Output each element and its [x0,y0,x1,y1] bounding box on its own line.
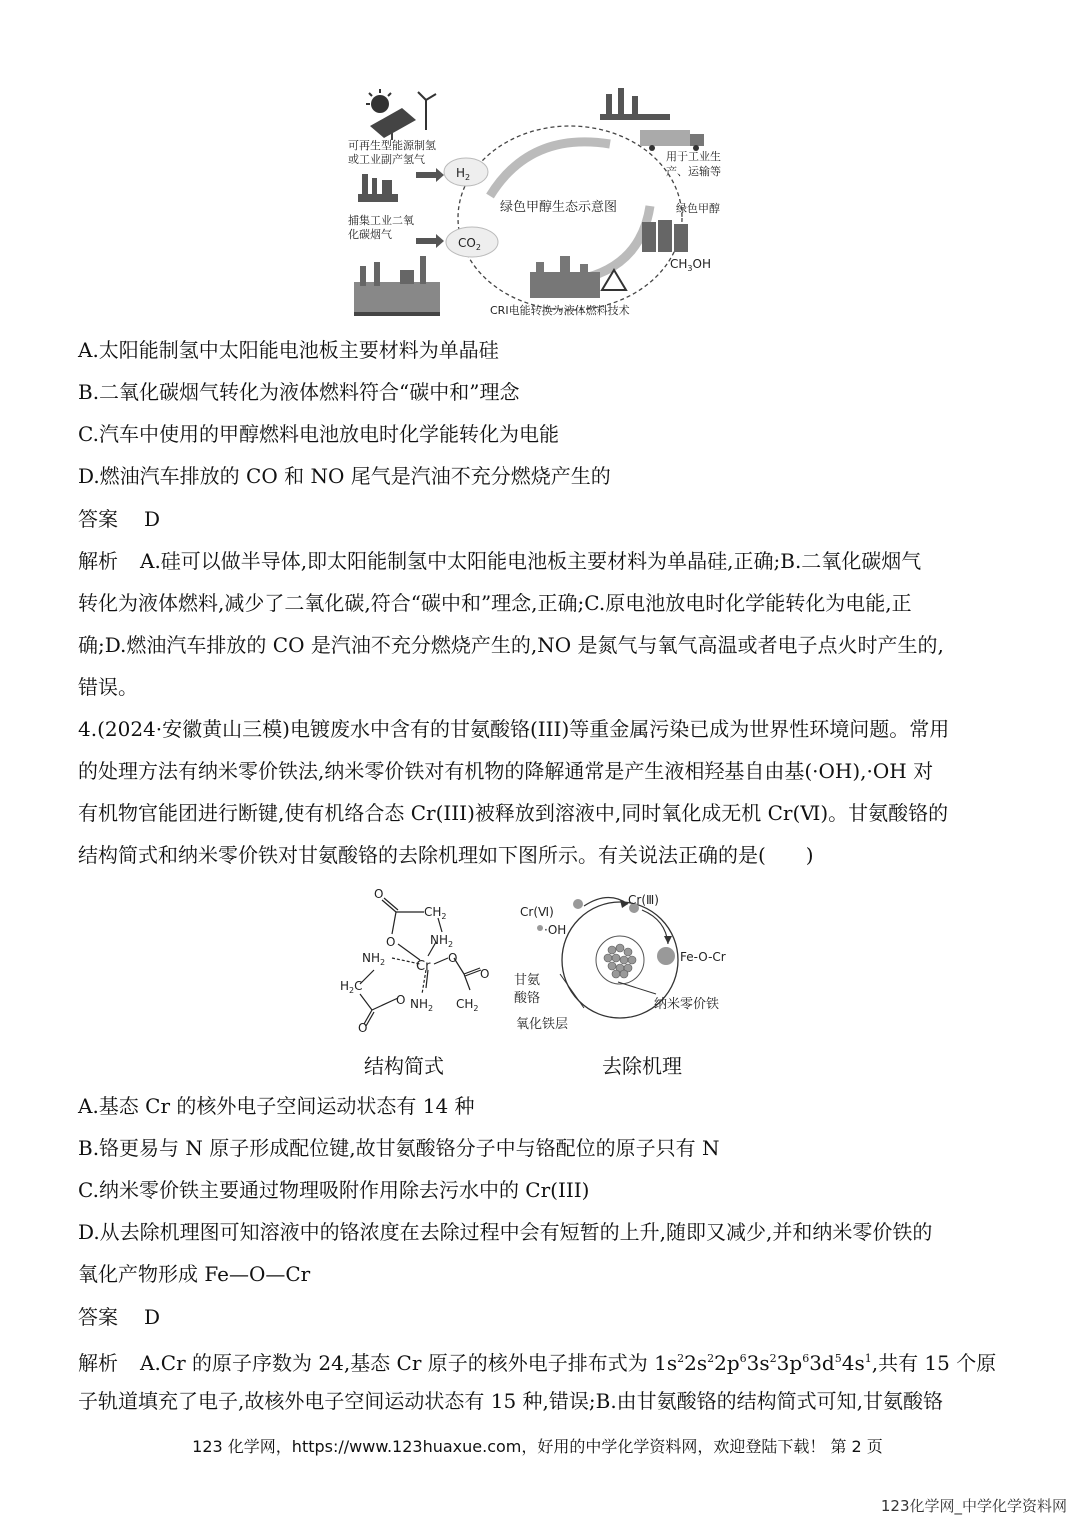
analysis-label: 解析 [78,1351,118,1375]
svg-text:O: O [480,967,490,981]
orbital-exponent: 5 [834,1352,842,1365]
nano-iron-core [604,944,636,978]
factory-icon [358,174,398,202]
q4-option-d-cont: 氧化产物形成 Fe—O—Cr [78,1262,311,1286]
cycle-arrow [490,142,610,196]
industrial-plant-icon [354,256,440,316]
watermark: 123化学网_中学化学资料网 [880,1497,1067,1515]
q4-stem-line: 有机物官能团进行断键,使有机络合态 Cr(III)被释放到溶液中,同时氧化成无机 Cr(Ⅵ)。甘氨酸铬的 [78,801,949,825]
q3-option-b: B.二氧化碳烟气转化为液体燃料符合“碳中和”理念 [78,380,520,404]
orbital-exponent: 2 [677,1352,685,1365]
q4-stem-line: 的处理方法有纳米零价铁法,纳米零价铁对有机物的降解通常是产生液相羟基自由基(·OH),·OH 对 [78,759,934,783]
glycine-chromium-structure [330,886,500,1036]
cri-plant-icon [530,256,600,298]
orbital-exponent: 1 [864,1352,872,1365]
nh2-label: $NH_2$ [430,933,454,949]
svg-text:O: O [448,951,458,965]
feocr-particle [657,947,675,965]
renewable-label-2: 或工业副产氢气 [348,153,425,166]
q4-stem-line: 结构简式和纳米零价铁对甘氨酸铬的去除机理如下图所示。有关说法正确的是( ) [78,843,814,867]
caption-mechanism: 去除机理 [602,1054,682,1078]
cr6-label: Cr(Ⅵ) [520,905,554,919]
page-footer: 123 化学网，https://www.123huaxue.com，好用的中学化学资料网，欢迎登陆下载！ 第 2 页 [192,1437,883,1456]
svg-text:H2: $H_2$ [456,166,471,182]
q4-analysis-line: 解析 A.Cr 的原子序数为 24,基态 Cr 原子的核外电子排布式为 $1s^22s^22p^63s^23p^63d^54s^1$,共有 15 个原 [78,1351,997,1375]
cri-label: CRI电能转换为液体燃料技术 [490,304,630,317]
glycine-label-2: 酸铬 [514,991,541,1006]
svg-text:CO2: $CO_2$ [458,236,481,252]
q3-option-d: D.燃油汽车排放的 CO 和 NO 尾气是汽油不充分燃烧产生的 [78,464,611,488]
ch2-label: $CH_2$ [456,997,479,1013]
q3-analysis-line: 解析 A.硅可以做半导体,即太阳能制氢中太阳能电池板主要材料为单晶硅,正确;B.二氧化碳烟气 [78,549,922,573]
orbital-term: 2p [714,1351,740,1375]
q4-option-c: C.纳米零价铁主要通过物理吸附作用除去污水中的 Cr(III) [78,1178,590,1202]
orbital-term: 2s [684,1351,708,1375]
diagram-center-label: 绿色甲醇生态示意图 [500,200,618,215]
q4-answer [78,1305,160,1329]
wind-turbine-icon [418,92,436,130]
refinery-icon [600,88,670,120]
orbital-exponent: 6 [802,1352,810,1365]
cr6-particle [573,899,583,909]
removal-mechanism-diagram [508,886,748,1036]
electron-config [654,1351,872,1375]
ch2-label: $CH_2$ [424,905,447,921]
ch3oh-label: $CH_3OH$ [670,257,711,273]
industry-label-2: 产、运输等 [666,165,721,178]
svg-text:O: O [386,935,396,949]
q3-answer [78,507,160,531]
capture-label-1: 捕集工业二氧 [348,214,414,227]
glycine-label-1: 甘氨 [514,973,541,988]
caption-structure: 结构简式 [364,1054,444,1078]
q4-stem-line: 4.(2024·安徽黄山三模)电镀废水中含有的甘氨酸铬(III)等重金属污染已成为世界性环境问题。常用 [78,717,950,741]
q3-analysis-line: 转化为液体燃料,减少了二氧化碳,符合“碳中和”理念,正确;C.原电池放电时化学能转化为电能,正 [78,591,912,615]
q3-analysis-line: 确;D.燃油汽车排放的 CO 是汽油不充分燃烧产生的,NO 是氮气与氧气高温或者电子点火时产生的, [78,633,944,657]
nh2-label: $NH_2$ [362,951,386,967]
q4-option-d: D.从去除机理图可知溶液中的铬浓度在去除过程中会有短暂的上升,随即又减少,并和纳米零价铁的 [78,1220,933,1244]
green-methanol-label: 绿色甲醇 [676,202,720,215]
oh-label: ·OH [544,923,567,937]
answer-label: 答案 [78,507,118,531]
truck-icon [640,130,704,151]
orbital-exponent: 2 [769,1352,777,1365]
orbital-exponent: 2 [707,1352,715,1365]
industry-label-1: 用于工业生 [666,150,721,163]
nano-iron-label: 纳米零价铁 [654,997,720,1012]
analysis-label: 解析 [78,549,118,573]
co2-cloud [446,227,498,257]
orbital-exponent: 6 [739,1352,747,1365]
answer-value: D [144,507,161,531]
feocr-label: Fe-O-Cr [680,950,726,964]
q3-analysis-line: 错误。 [78,675,138,699]
solar-panel-icon [366,89,416,140]
svg-text:O: O [374,887,384,901]
orbital-term: 3p [776,1351,803,1375]
cr3-label: Cr(Ⅲ) [628,893,659,907]
svg-text:O: O [396,993,406,1007]
barrels-icon [642,220,688,252]
q4-option-a: A.基态 Cr 的核外电子空间运动状态有 14 种 [78,1094,475,1118]
nh2-label: $NH_2$ [410,997,434,1013]
svg-text:O: O [358,1021,368,1035]
orbital-term: 1s [654,1351,678,1375]
q3-option-c: C.汽车中使用的甲醇燃料电池放电时化学能转化为电能 [78,422,559,446]
q3-option-a: A.太阳能制氢中太阳能电池板主要材料为单晶硅 [78,338,499,362]
arrow-icon [416,168,444,182]
renewable-label-1: 可再生型能源制氢 [348,139,436,152]
oxide-layer-label: 氧化铁层 [516,1017,569,1032]
arrow-icon [416,234,444,248]
h2-cloud [444,158,488,186]
orbital-term: 4s [841,1351,865,1375]
h2c-label: $H_2C$ [340,979,363,995]
orbital-term: 3s [746,1351,770,1375]
green-methanol-diagram [340,86,750,326]
q4-analysis-line: 子轨道填充了电子,故核外电子空间运动状态有 15 种,错误;B.由甘氨酸铬的结构简式可知,甘氨酸铬 [78,1389,944,1413]
answer-value: D [144,1305,161,1329]
capture-label-2: 化碳烟气 [348,228,392,241]
cr-center: Cr [416,959,431,974]
q4-option-b: B.铬更易与 N 原子形成配位键,故甘氨酸铬分子中与铬配位的原子只有 N [78,1136,720,1160]
answer-label: 答案 [78,1305,118,1329]
orbital-term: 3d [809,1351,835,1375]
